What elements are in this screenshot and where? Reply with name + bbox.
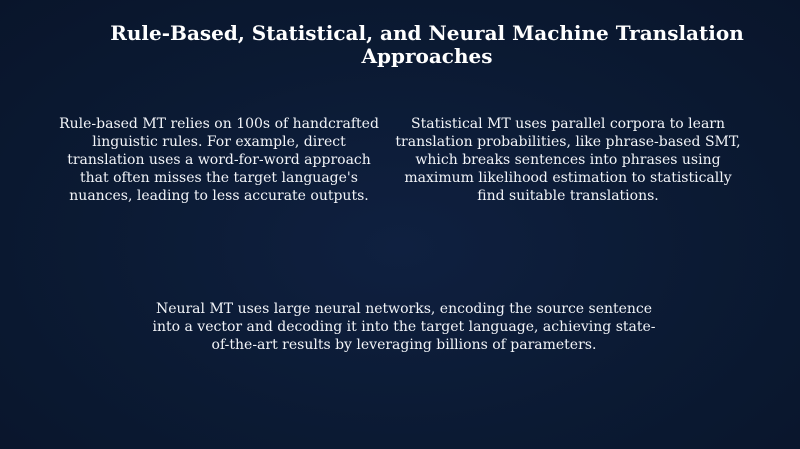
statistical-mt-text: Statistical MT uses parallel corpora to learn translation probabilities, like phrase-based SMT, which breaks sentences into phrases using maximum likelihood estimation to statistically find suitable translations. [395,116,741,204]
slide-title: Rule-Based, Statistical, and Neural Machine Translation Approaches [110,21,744,68]
rule-based-mt-text: Rule-based MT relies on 100s of handcrafted linguistic rules. For example, direct translation uses a word-for-word approach that often misses the target language's nuances, leading to less accurate outputs. [59,116,379,204]
neural-mt-text: Neural MT uses large neural networks, encoding the source sentence into a vector and decoding it into the target language, achieving state-of-the-art results by leveraging billions of parameters. [152,301,656,353]
